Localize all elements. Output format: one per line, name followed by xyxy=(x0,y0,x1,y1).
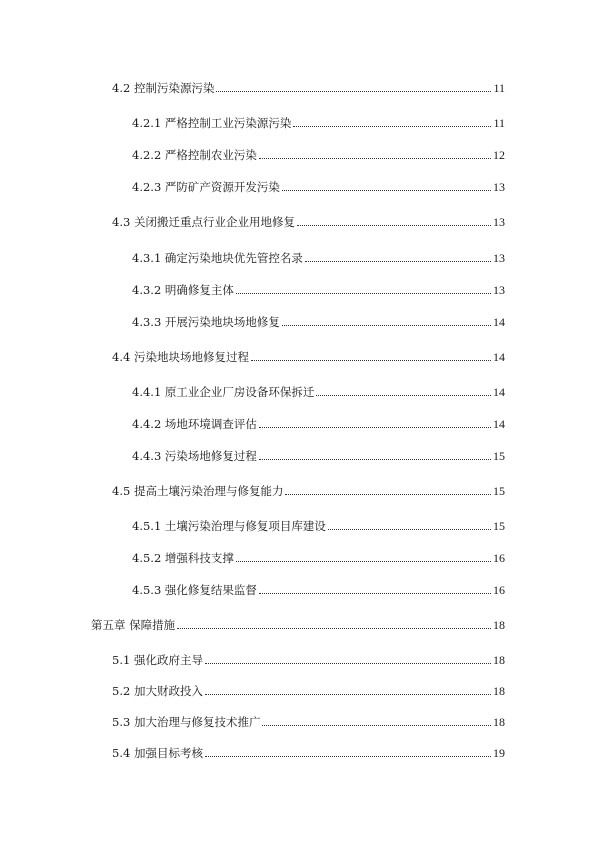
dot-leader xyxy=(259,427,491,428)
toc-page-number: 12 xyxy=(493,148,505,162)
toc-page-number: 13 xyxy=(493,283,505,297)
dot-leader xyxy=(177,628,491,629)
toc-entry-label: 4.5 提高土壤污染治理与修复能力 xyxy=(112,484,284,498)
toc-entry-label: 4.2.1 严格控制工业污染源污染 xyxy=(132,116,292,130)
toc-page-number: 18 xyxy=(493,715,505,729)
toc-entry-label: 4.3.2 明确修复主体 xyxy=(132,283,234,297)
toc-page-number: 15 xyxy=(493,519,505,533)
toc-entry-4-5[interactable] xyxy=(112,483,505,499)
dot-leader xyxy=(205,694,491,695)
toc-page-number: 14 xyxy=(493,315,505,329)
toc-entry-label: 4.5.1 土壤污染治理与修复项目库建设 xyxy=(132,519,326,533)
dot-leader xyxy=(293,126,491,127)
toc-page-number: 14 xyxy=(493,417,505,431)
toc-entry-label: 5.3 加大治理与修复技术推广 xyxy=(112,715,261,729)
toc-entry-label: 4.3.3 开展污染地块场地修复 xyxy=(132,315,280,329)
toc-page-number: 18 xyxy=(493,653,505,667)
toc-entry-chapter-5[interactable] xyxy=(91,617,505,633)
toc-entry-4-2-2[interactable] xyxy=(132,147,505,163)
toc-entry-label: 第五章 保障措施 xyxy=(91,618,176,632)
toc-entry-4-3[interactable] xyxy=(112,214,505,230)
toc-entry-5-3[interactable] xyxy=(112,714,505,730)
dot-leader xyxy=(282,325,491,326)
toc-entry-4-4-2[interactable] xyxy=(132,416,505,432)
toc-entry-label: 4.3.1 确定污染地块优先管控名录 xyxy=(132,251,303,265)
toc-entry-4-2-3[interactable] xyxy=(132,179,505,195)
toc-entry-5-4[interactable] xyxy=(112,745,505,761)
dot-leader xyxy=(251,360,491,361)
toc-page-number: 13 xyxy=(493,180,505,194)
toc-page-number: 14 xyxy=(493,350,505,364)
toc-entry-5-1[interactable] xyxy=(112,652,505,668)
dot-leader xyxy=(236,293,491,294)
toc-entry-4-4-1[interactable] xyxy=(132,384,505,400)
toc-entry-label: 5.2 加大财政投入 xyxy=(112,684,203,698)
toc-entry-4-4-3[interactable] xyxy=(132,448,505,464)
dot-leader xyxy=(262,725,491,726)
toc-entry-label: 4.2.2 严格控制农业污染 xyxy=(132,148,257,162)
toc-entry-4-2[interactable] xyxy=(112,80,505,96)
dot-leader xyxy=(282,190,491,191)
toc-page-number: 16 xyxy=(493,583,505,597)
dot-leader xyxy=(297,225,491,226)
toc-entry-label: 4.5.3 强化修复结果监督 xyxy=(132,583,257,597)
toc-entry-label: 4.2.3 严防矿产资源开发污染 xyxy=(132,180,280,194)
toc-entry-label: 4.3 关闭搬迁重点行业企业用地修复 xyxy=(112,215,295,229)
toc-entry-label: 4.4.3 污染场地修复过程 xyxy=(132,449,257,463)
dot-leader xyxy=(205,756,491,757)
dot-leader xyxy=(259,459,491,460)
toc-page-number: 16 xyxy=(493,551,505,565)
toc-entry-4-3-3[interactable] xyxy=(132,314,505,330)
dot-leader xyxy=(285,494,491,495)
toc-page-number: 18 xyxy=(493,618,505,632)
dot-leader xyxy=(205,663,491,664)
toc-entry-label: 4.5.2 增强科技支撑 xyxy=(132,551,234,565)
toc-entry-label: 5.1 强化政府主导 xyxy=(112,653,203,667)
toc-page-number: 14 xyxy=(493,385,505,399)
toc-entry-4-3-2[interactable] xyxy=(132,282,505,298)
toc-page-number: 13 xyxy=(493,215,505,229)
dot-leader xyxy=(259,593,491,594)
toc-entry-5-2[interactable] xyxy=(112,683,505,699)
toc-page-number: 19 xyxy=(493,746,505,760)
toc-page-number: 15 xyxy=(493,449,505,463)
dot-leader xyxy=(259,158,491,159)
toc-page-number: 11 xyxy=(493,81,505,95)
toc-page-number: 13 xyxy=(493,251,505,265)
toc-entry-4-3-1[interactable] xyxy=(132,250,505,266)
toc-entry-label: 4.4 污染地块场地修复过程 xyxy=(112,350,249,364)
dot-leader xyxy=(236,561,491,562)
toc-entry-4-4[interactable] xyxy=(112,349,505,365)
dot-leader xyxy=(216,91,491,92)
toc-page-number: 15 xyxy=(493,484,505,498)
toc-entry-4-2-1[interactable] xyxy=(132,115,505,131)
dot-leader xyxy=(305,261,491,262)
toc-entry-label: 4.4.2 场地环境调查评估 xyxy=(132,417,257,431)
toc-entry-label: 4.4.1 原工业企业厂房设备环保拆迁 xyxy=(132,385,315,399)
dot-leader xyxy=(316,395,491,396)
toc-entry-label: 5.4 加强目标考核 xyxy=(112,746,203,760)
toc-entry-label: 4.2 控制污染源污染 xyxy=(112,81,215,95)
toc-entry-4-5-1[interactable] xyxy=(132,518,505,534)
dot-leader xyxy=(328,529,491,530)
toc-entry-4-5-2[interactable] xyxy=(132,550,505,566)
toc-page-number: 18 xyxy=(493,684,505,698)
toc-page-number: 11 xyxy=(493,116,505,130)
toc-entry-4-5-3[interactable] xyxy=(132,582,505,598)
